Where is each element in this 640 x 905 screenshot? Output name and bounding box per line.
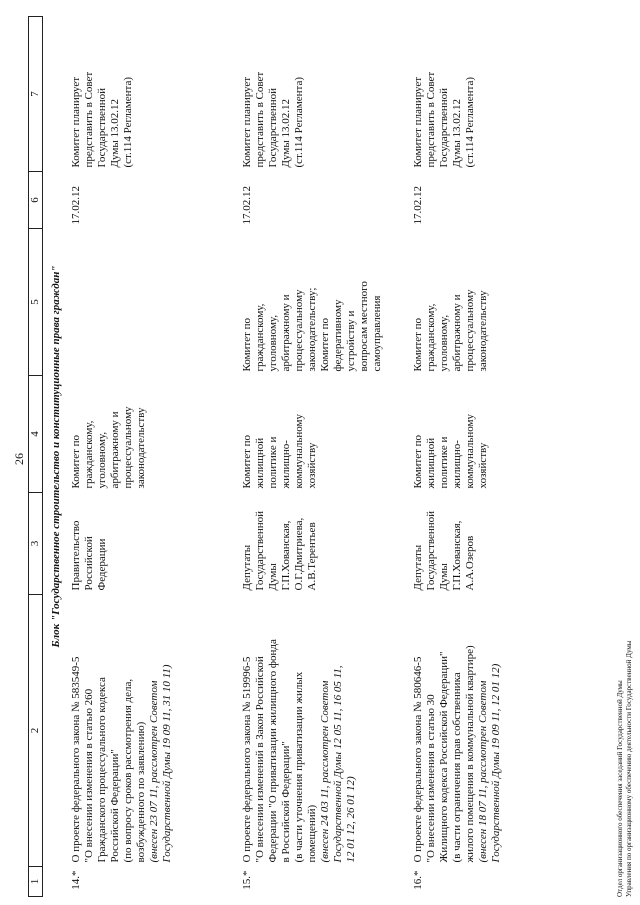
text-line: Государственной	[425, 510, 437, 591]
text-line: (внесен 18 07 11, рассмотрен Советом	[477, 680, 489, 863]
text-line: Комитет по	[412, 317, 424, 372]
text-line: арбитражному и	[280, 294, 292, 372]
text-line: представить в Совет	[83, 71, 95, 168]
text-line: Государственной Думы 19 09 11, 31 10 11)	[161, 664, 173, 863]
text-line: Государственной	[254, 510, 266, 591]
column-number: 7	[29, 17, 43, 172]
text-line: "О внесении изменения в статью 260	[83, 688, 95, 863]
text-line: законодательству;	[306, 287, 318, 372]
text-line: федеративному	[332, 299, 344, 372]
text-line: процессуальному	[122, 406, 134, 489]
column-number-row	[29, 17, 43, 897]
text-line: Комитет планирует	[70, 76, 82, 168]
text-line: Государственной	[267, 87, 279, 168]
text-line: жилищной	[254, 437, 266, 489]
text-line: вопросам местного	[358, 281, 370, 372]
text-line: арбитражному и	[451, 294, 463, 372]
text-line: представить в Совет	[425, 71, 437, 168]
text-line: (по вопросу сроков рассмотрения дела,	[122, 678, 134, 863]
text-line: арбитражному и	[109, 411, 121, 489]
responsible-committee	[409, 376, 580, 493]
text-line: А.В.Терентьев	[306, 522, 318, 591]
text-line: жилищно-	[280, 440, 292, 489]
responsible-committee	[238, 376, 409, 493]
text-line: Государственной Думы 12 05 11, 16 05 11,	[332, 665, 344, 863]
text-line: Гражданского процессуального кодекса	[96, 677, 108, 863]
bill-row	[67, 17, 238, 897]
text-line: самоуправления	[371, 295, 383, 372]
text-line: О.Г.Дмитриева,	[293, 517, 305, 591]
text-line: гражданскому,	[83, 420, 95, 489]
text-line: Депутаты	[241, 544, 253, 591]
text-line: Комитет планирует	[412, 76, 424, 168]
text-line: Российской	[83, 536, 95, 591]
schedule-table	[28, 16, 580, 897]
text-line: (внесен 24 03 11, рассмотрен Советом	[319, 680, 331, 863]
text-line: Комитет по	[70, 434, 82, 489]
text-line: хозяйству	[477, 442, 489, 489]
bill-initiator	[409, 493, 580, 595]
column-number: 2	[29, 595, 43, 867]
text-line: жилищно-	[451, 440, 463, 489]
text-line: Правительство	[70, 520, 82, 591]
remark	[238, 17, 409, 172]
text-line: (в части ограничения прав собственника	[451, 672, 463, 863]
page-number: 26	[12, 453, 26, 465]
remark	[409, 17, 580, 172]
text-line: (ст.114 Регламента)	[293, 76, 305, 168]
text-line: А.А.Озеров	[464, 535, 476, 591]
text-line: Государственной	[438, 87, 450, 168]
text-line: законодательству	[477, 290, 489, 372]
bill-initiator	[67, 493, 238, 595]
text-line: помещений)	[306, 804, 318, 863]
text-line: Комитет по	[412, 434, 424, 489]
text-line: жилого помещения в коммунальной квартире)	[464, 645, 476, 863]
text-line: жилищной	[425, 437, 437, 489]
text-line: Г.П.Хованская,	[451, 520, 463, 591]
text-line: процессуальному	[464, 289, 476, 372]
bill-description	[409, 595, 580, 867]
text-line: коммунальному	[464, 413, 476, 489]
text-line: Думы 13.02.12	[280, 99, 292, 168]
text-line: законодательству	[135, 407, 147, 489]
block-title: Блок "Государственное строительство и конституционные права граждан"	[50, 265, 62, 648]
remark	[67, 17, 238, 172]
review-date: 17.02.12	[241, 186, 253, 225]
text-line: Комитет по	[241, 434, 253, 489]
text-line: устройству и	[345, 310, 357, 372]
text-line: гражданскому,	[425, 303, 437, 372]
text-line: Г.П.Хованская,	[280, 520, 292, 591]
text-line: Жилищного кодекса Российской Федерации"	[438, 651, 450, 863]
text-line: возбужденного по заявлению)	[135, 721, 147, 863]
text-line: уголовному,	[438, 314, 450, 372]
co-executor-committee	[67, 229, 238, 376]
text-line: О проекте федерального закона № 519996-5	[241, 656, 253, 863]
text-line: Думы 13.02.12	[451, 99, 463, 168]
text-line: политике и	[267, 436, 279, 489]
text-line: процессуальному	[293, 289, 305, 372]
co-executor-committee	[409, 229, 580, 376]
item-number: 16.*	[412, 870, 424, 890]
text-line: Думы	[438, 563, 450, 591]
text-line: коммунальному	[293, 413, 305, 489]
column-number: 4	[29, 376, 43, 493]
text-line: хозяйству	[306, 442, 318, 489]
column-number: 6	[29, 172, 43, 229]
text-line: Комитет по	[319, 317, 331, 372]
item-number: 15.*	[241, 870, 253, 890]
text-line: представить в Совет	[254, 71, 266, 168]
column-number: 5	[29, 229, 43, 376]
column-number: 1	[29, 867, 43, 897]
review-date: 17.02.12	[70, 186, 82, 225]
bill-row	[238, 17, 409, 897]
text-line: "О внесении изменений в Закон Российской	[254, 656, 266, 863]
text-line: (внесен 23 07 11, рассмотрен Советом	[148, 680, 160, 863]
text-line: 12 01 12, 26 01 12)	[345, 776, 357, 863]
text-line: Депутаты	[412, 544, 424, 591]
text-line: Государственной Думы 19 09 11, 12 01 12)	[490, 663, 502, 863]
text-line: политике и	[438, 436, 450, 489]
bill-initiator	[238, 493, 409, 595]
footer-line: Управления по организационному обеспечению деятельности Государственной Думы	[625, 640, 633, 897]
bill-row	[409, 17, 580, 897]
text-line: Комитет планирует	[241, 76, 253, 168]
co-executor-committee	[238, 229, 409, 376]
review-date: 17.02.12	[412, 186, 424, 225]
bill-description	[67, 595, 238, 867]
text-line: Комитет по	[241, 317, 253, 372]
text-line: Государственной	[96, 87, 108, 168]
responsible-committee	[67, 376, 238, 493]
text-line: гражданскому,	[254, 303, 266, 372]
text-line: (ст.114 Регламента)	[464, 76, 476, 168]
text-line: Федерации "О приватизации жилищного фонда	[267, 639, 279, 863]
text-line: Думы	[267, 563, 279, 591]
text-line: "О внесении изменения в статью 30	[425, 694, 437, 863]
text-line: Думы 13.02.12	[109, 99, 121, 168]
text-line: уголовному,	[96, 431, 108, 489]
bill-description	[238, 595, 409, 867]
item-number: 14.*	[70, 870, 82, 890]
text-line: О проекте федерального закона № 583549-5	[70, 656, 82, 863]
text-line: (ст.114 Регламента)	[122, 76, 134, 168]
column-number: 3	[29, 493, 43, 595]
text-line: уголовному,	[267, 314, 279, 372]
text-line: Российской Федерации"	[109, 749, 121, 863]
footer	[616, 641, 634, 897]
text-line: (в части уточнения приватизации жилых	[293, 671, 305, 863]
block-title-row	[43, 17, 68, 897]
text-line: в Российской Федерации"	[280, 741, 292, 863]
text-line: Федерации	[96, 538, 108, 591]
text-line: О проекте федерального закона № 580646-5	[412, 656, 424, 863]
footer-line: Отдел организационного обеспечения заседаний Государственной Думы	[616, 680, 624, 897]
